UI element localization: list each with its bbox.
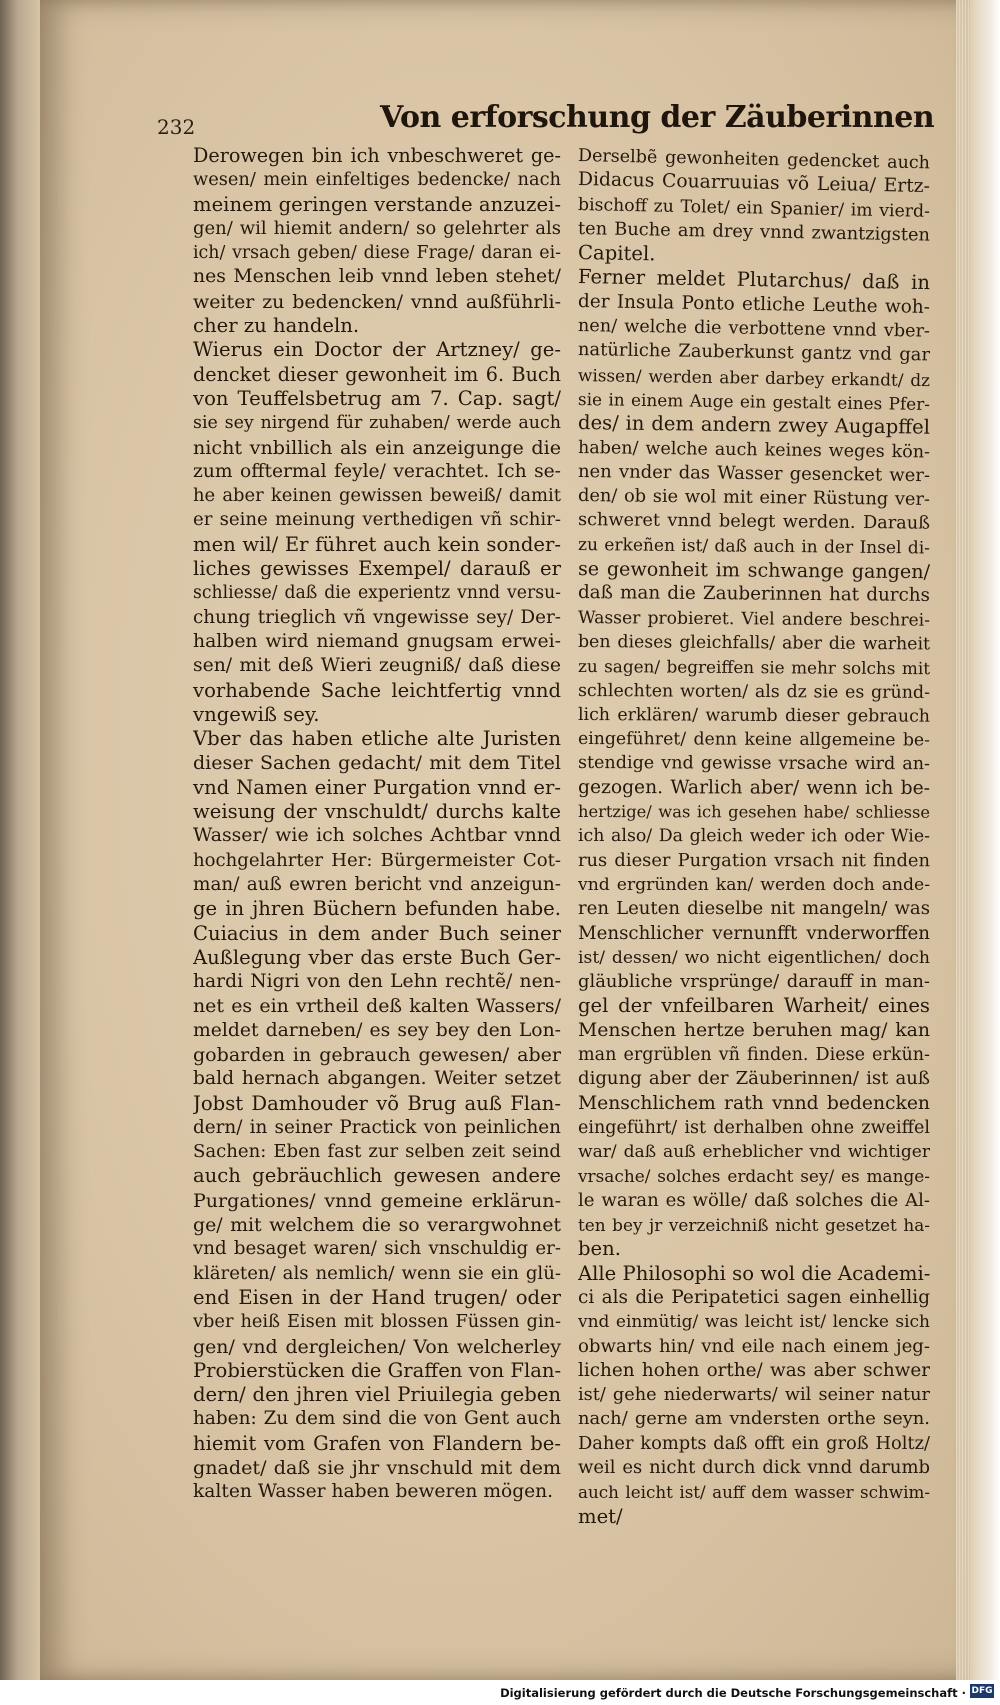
text-line: Daher kompts daß offt ein groß Holtz/ (578, 1432, 930, 1454)
text-line: auch leicht ist/ auff dem wasser schwim- (578, 1482, 930, 1503)
text-line: ben dieses gleichfalls/ aber die warheit (577, 631, 931, 655)
dfg-logo: DFG (971, 1686, 993, 1696)
left-column (193, 144, 561, 1505)
text-line: ist/ dessen/ wo nicht eigentlichen/ doch (578, 947, 930, 968)
footer-credit: Digitalisierung gefördert durch die Deutsche Forschungsgemeinschaft · (500, 1686, 966, 1700)
text-line: nach/ gerne am vndersten orthe seyn. (578, 1408, 930, 1430)
text-line: den/ ob sie wol mit einer Rüstung ver- (577, 485, 931, 511)
text-line: vnd besaget waren/ sich vnschuldig er- (193, 1238, 561, 1260)
text-line: digung aber der Zäuberinnen/ ist auß (578, 1068, 930, 1090)
text-line: Außlegung vber das erste Buch Ger- (193, 945, 561, 969)
text-line: vorhabende Sache leichtfertig vnnd (193, 678, 561, 702)
text-line: ten bey jr verzeichniß nicht gesetzet ha- (578, 1215, 930, 1236)
text-line: gel der vnfeilbaren Warheit/ eines (578, 994, 930, 1018)
text-line: wissen/ werden aber darbey erkandt/ dz (577, 364, 931, 390)
text-line: haben/ welche auch keines weges kön- (577, 437, 931, 462)
text-line: end Eisen in der Hand trugen/ oder (193, 1285, 561, 1309)
text-line: weiter zu bedencken/ vnnd außführli- (193, 290, 561, 313)
text-line: Wierus ein Doctor der Artzney/ ge- (193, 338, 561, 362)
text-line: gnadet/ daß sie jhr vnschuld mit dem (193, 1456, 561, 1480)
text-line: men wil/ Er führet auch kein sonder- (193, 532, 561, 556)
text-line: meinem geringen verstande anzuzei- (193, 192, 561, 216)
text-line: rus dieser Purgation vrsach nit finden (577, 849, 931, 871)
text-line: man/ auß ewren bericht vnd anzeigun- (193, 873, 561, 895)
text-line: ren Leuten dieselbe nit mangeln/ was (578, 898, 930, 920)
text-line: gezogen. Warlich aber/ wenn ich be- (577, 776, 931, 799)
text-line: schliesse/ daß die experientz vnnd versu- (193, 583, 561, 604)
text-line: vber heiß Eisen mit blossen Füssen gin- (193, 1311, 561, 1333)
text-line: natürliche Zauberkunst gantz vnd gar (577, 339, 931, 366)
text-line: weil es nicht durch dick vnnd darumb (578, 1457, 930, 1479)
text-line: nen vnder das Wasser gesencket wer- (577, 460, 931, 487)
text-line: Derowegen bin ich vnbeschweret ge- (193, 144, 561, 167)
text-line: lichen hohen orthe/ was aber schwer (578, 1359, 930, 1381)
text-line: Jobst Damhouder võ Brug auß Flan- (193, 1091, 561, 1115)
text-line: zu erkeñen ist/ daß auch in der Insel di- (577, 534, 931, 559)
text-line: Alle Philosophi so wol die Academi- (578, 1261, 930, 1285)
text-line: gläubliche vrsprünge/ darauff in man- (578, 971, 930, 993)
text-line: ge/ mit welchem die so verargwohnet (193, 1214, 561, 1237)
text-line: zum offtermal feyle/ verachtet. Ich se- (193, 460, 561, 482)
text-line: war/ daß auß erheblicher vnd wichtiger (578, 1142, 930, 1163)
text-line: lich erklären/ warumb dieser gebrauch (577, 704, 931, 727)
text-line: Menschlichem rath vnnd bedencken (578, 1092, 930, 1114)
text-line: gen/ wil hiemit andern/ so gelehrter als (193, 217, 561, 239)
text-line: Wasser probieret. Viel andere beschrei- (577, 607, 931, 631)
text-line: des/ in dem andern zwey Augapffel (577, 411, 931, 439)
text-line: ge in jhren Büchern befunden habe. (193, 897, 561, 921)
text-line: he aber keinen gewissen beweiß/ damit (193, 485, 561, 507)
text-line: zu sagen/ begreiffen sie mehr solchs mit (577, 656, 931, 679)
text-line: Capitel. (577, 241, 656, 266)
text-line: hardi Nigri von den Lehn rechtẽ/ nen- (193, 971, 561, 993)
text-line: weisung der vnschuldt/ durchs kalte (193, 800, 561, 824)
text-line: von Teuffelsbetrug am 7. Cap. sagt/ (193, 386, 561, 410)
text-line: meldet darneben/ es sey bey den Lon- (193, 1019, 561, 1041)
text-line: daß man die Zauberinnen hat durchs (577, 582, 931, 607)
text-line: sie in einem Auge ein gestalt eines Pfer- (577, 388, 931, 414)
text-line: Cuiacius in dem ander Buch seiner (193, 921, 561, 945)
text-line: ich also/ Da gleich weder ich oder Wie- (577, 826, 931, 847)
text-line: Wasser/ wie ich solches Achtbar vnnd (193, 825, 561, 847)
text-line: gobarden in gebrauch gewesen/ aber (193, 1043, 561, 1066)
text-line: kläreten/ als nemlich/ wenn sie ein glü- (193, 1262, 561, 1284)
text-line: ci als die Peripatetici sagen einhellig (578, 1286, 930, 1308)
text-line: Vber das haben etliche alte Juristen (193, 727, 561, 751)
text-line: vnd Namen einer Purgation vnnd er- (193, 775, 561, 799)
text-line: liches gewisses Exempel/ darauß er (193, 557, 561, 581)
text-line: le waran es wölle/ daß solches die Al- (578, 1189, 930, 1211)
text-line: net es ein vrtheil deß kalten Wassers/ (193, 995, 561, 1018)
text-line: Didacus Couarruuias võ Leiua/ Ertz- (577, 169, 931, 198)
text-line: eingeführt/ ist derhalben ohne zweiffel (578, 1117, 930, 1138)
text-line: ist/ gehe niederwarts/ wil seiner natur (578, 1385, 930, 1406)
text-line: kalten Wasser haben beweren mögen. (193, 1481, 554, 1503)
running-head: Von erforschung der Zäuberinnen (380, 100, 935, 135)
text-line: vrsache/ solches erdacht sey/ es mange- (578, 1166, 930, 1187)
text-line: se gewonheit im schwange gangen/ (577, 557, 931, 584)
text-line: hochgelahrter Her: Bürgermeister Cot- (193, 849, 561, 871)
text-line: auch gebräuchlich gewesen andere (193, 1164, 561, 1188)
text-line: Ferner meldet Plutarchus/ daß in (577, 265, 931, 295)
text-line: gen/ vnd dergleichen/ Von welcherley (193, 1335, 561, 1358)
page-number: 232 (157, 115, 196, 139)
text-line: eingeführet/ denn keine allgemeine be- (577, 729, 931, 751)
text-line: cher zu handeln. (193, 314, 360, 338)
text-line: Menschen hertze beruhen mag/ kan (578, 1019, 930, 1041)
text-line: schweret vnnd belegt werden. Darauß (577, 510, 931, 535)
text-line: stendige vnd gewisse vrsache wird an- (577, 753, 931, 775)
text-line: bischoff zu Tolet/ ein Spanier/ im vierd- (577, 194, 931, 222)
text-line: ten Buche am drey vnnd zwantzigsten (577, 217, 931, 246)
text-line: sen/ mit deß Wieri zeugniß/ daß diese (193, 655, 561, 677)
text-line: obwarts hin/ vnd eile nach einem jeg- (578, 1335, 930, 1357)
text-line: nicht vnbillich als ein anzeigunge die (193, 435, 561, 459)
text-line: hiemit vom Grafen von Flandern be- (193, 1431, 561, 1455)
text-line: nes Menschen leib vnnd leben stehet/ (193, 266, 561, 288)
text-line: Probierstücken die Graffen von Flan- (193, 1358, 561, 1382)
text-line: vnd ergründen kan/ werden doch ande- (578, 874, 930, 895)
right-column (578, 144, 930, 1529)
text-line: dern/ in seiner Practick von peinlichen (193, 1116, 561, 1138)
text-line: Menschlicher vernunfft vnderworffen (578, 922, 930, 944)
text-line: vnd einmütig/ was leicht ist/ lencke sich (578, 1312, 930, 1333)
text-line: dieser Sachen gedacht/ mit dem Titel (193, 752, 561, 775)
text-line: ben. (578, 1237, 621, 1261)
text-line: ich/ vrsach geben/ diese Frage/ daran ei- (193, 243, 561, 264)
text-line: haben: Zu dem sind die von Gent auch (193, 1408, 561, 1430)
text-line: sie sey nirgend für zuhaben/ werde auch (193, 413, 561, 434)
text-line: Derselbẽ gewonheiten gedencket auch (577, 146, 931, 174)
text-line: man ergrüblen vñ finden. Diese erkün- (578, 1044, 930, 1065)
text-line: met/ (578, 1504, 623, 1528)
text-line: bald hernach abgangen. Weiter setzet (193, 1068, 561, 1090)
text-line: chung trieglich vñ vngewisse sey/ Der- (193, 606, 561, 628)
text-line: wesen/ mein einfeltiges bedencke/ nach (193, 169, 561, 191)
page-edges (956, 0, 970, 1680)
text-line: dern/ den jhren viel Priuilegia geben (193, 1383, 561, 1407)
text-line: er seine meinung verthedigen vñ schir- (193, 509, 561, 531)
text-line: vngewiß sey. (193, 702, 320, 726)
text-line: dencket dieser gewonheit im 6. Buch (193, 362, 561, 386)
text-line: nen/ welche die verbottene vnnd vber- (577, 316, 931, 342)
text-line: Sachen: Eben fast zur selben zeit seind (193, 1141, 561, 1163)
text-line: Purgationes/ vnnd gemeine erklärun- (193, 1189, 561, 1212)
text-line: schlechten worten/ als dz sie es gründ- (577, 680, 931, 703)
text-line: halben wird niemand gnugsam erwei- (193, 630, 561, 652)
text-line: der Insula Ponto etliche Leuthe woh- (577, 290, 931, 318)
text-line: hertzige/ was ich gesehen habe/ schliesse (577, 802, 931, 822)
